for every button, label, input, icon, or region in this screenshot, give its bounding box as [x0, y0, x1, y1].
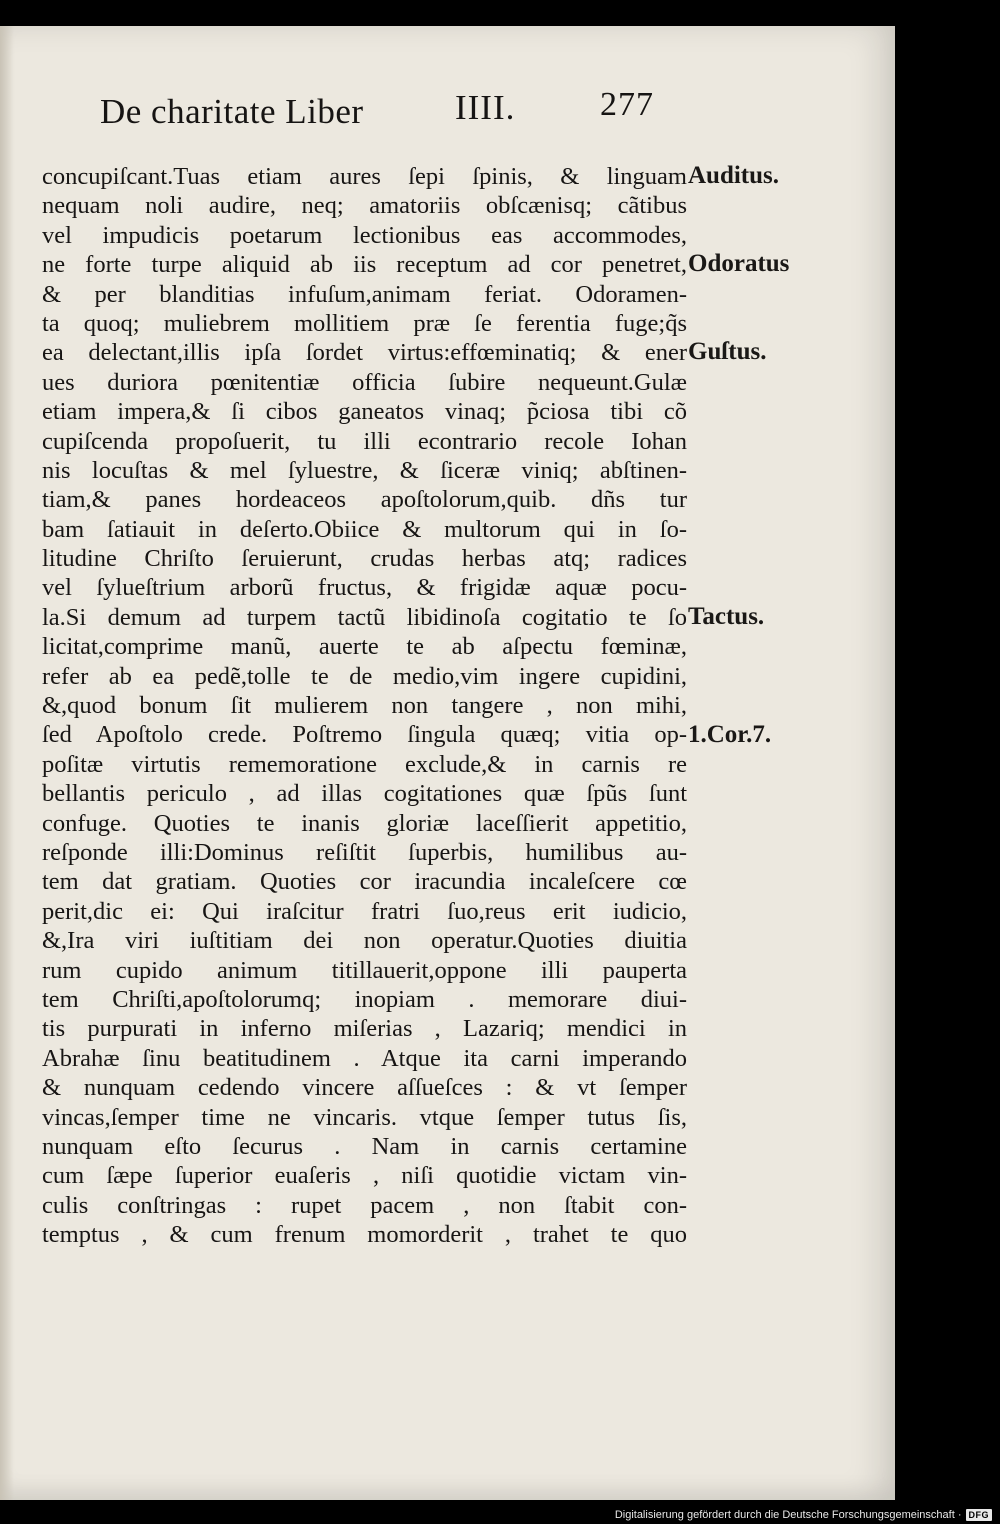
text-line: ues duriora pœnitentiæ officia ſubire nequeunt.Gulæ	[42, 368, 687, 396]
text-line: ne forte turpe aliquid ab iis receptum ad cor penetret,	[42, 251, 687, 279]
text-line: cum ſæpe ſuperior euaſeris , niſi quotidie victam vin-	[42, 1162, 687, 1190]
digitization-footer	[615, 1507, 992, 1523]
margin-note: 1.Cor.7.	[688, 720, 772, 748]
text-line: & per blanditias infuſum,animam feriat. Odoramen-	[42, 280, 687, 308]
text-line: nequam noli audire, neq; amatoriis obſcænisq; cãtibus	[42, 192, 687, 220]
text-line: bellantis periculo , ad illas cogitationes quæ ſpũs ſunt	[42, 780, 687, 808]
text-line: vincas,ſemper time ne vincaris. vtque ſemper tutus ſis,	[42, 1103, 687, 1131]
text-line: tem dat gratiam. Quoties cor iracundia incaleſcere cœ	[42, 868, 687, 896]
footer-credit-text: Digitalisierung gefördert durch die Deutsche Forschungsgemeinschaft ·	[614, 1509, 962, 1521]
running-head	[100, 88, 680, 148]
text-line: etiam impera,& ſi cibos ganeatos vinaq; p̃ciosa tibi cõ	[42, 398, 687, 426]
margin-note: Tactus.	[688, 603, 765, 630]
text-line: nis locuſtas & mel ſyluestre, & ſiceræ viniq; abſtinen-	[42, 456, 687, 484]
margin-note: Odoratus	[688, 250, 790, 278]
running-head-book-number: IIII.	[455, 88, 516, 127]
text-line: tis purpurati in inferno miſerias , Lazariq; mendici in	[42, 1015, 687, 1043]
running-head-title: De charitate Liber	[100, 92, 364, 131]
text-line: vel ſylueſtrium arborũ fructus, & frigidæ aquæ pocu-	[42, 574, 687, 602]
text-line: vel impudicis poetarum lectionibus eas accommodes,	[42, 221, 687, 249]
dfg-logo: DFG	[966, 1509, 993, 1521]
text-line: tem Chriſti,apoſtolorumq; inopiam . memorare diui-	[42, 985, 687, 1013]
text-line: &,Ira viri iuſtitiam dei non operatur.Quoties diuitia	[42, 927, 687, 955]
text-line: poſitæ virtutis rememoratione exclude,& in carnis re	[42, 750, 687, 778]
margin-note: Guſtus.	[688, 338, 767, 366]
book-page	[0, 26, 895, 1500]
text-line: licitat,comprime manũ, auerte te ab aſpectu fœminæ,	[42, 633, 687, 661]
text-line: confuge. Quoties te inanis gloriæ laceſſierit appetitio,	[42, 809, 687, 837]
margin-note: Auditus.	[688, 162, 780, 189]
text-line: reſponde illi:Dominus reſiſtit ſuperbis, humilibus au-	[42, 838, 687, 866]
text-line: la.Si demum ad turpem tactũ libidinoſa cogitatio te ſo	[42, 603, 687, 631]
text-line: concupiſcant.Tuas etiam aures ſepi ſpinis, & linguam	[42, 163, 687, 190]
text-line: Abrahæ ſinu beatitudinem . Atque ita carni imperando	[42, 1044, 687, 1072]
text-line: nunquam eſto ſecurus . Nam in carnis certamine	[42, 1132, 687, 1160]
text-line: culis conſtringas : rupet pacem , non ſtabit con-	[42, 1191, 687, 1219]
text-line: &,quod bonum ſit mulierem non tangere , non mihi,	[42, 692, 687, 720]
text-line: cupiſcenda propoſuerit, tu illi econtrario recole Iohan	[42, 427, 687, 455]
text-line: refer ab ea pedẽ,tolle te de medio,vim ingere cupidini,	[42, 662, 687, 690]
body-text	[42, 162, 687, 1249]
text-line: ea delectant,illis ipſa ſordet virtus:effœminatiq; & ener	[42, 339, 687, 367]
text-line: temptus , & cum frenum momorderit , trahet te quo	[42, 1221, 687, 1249]
text-line: bam ſatiauit in deſerto.Obiice & multorum qui in ſo-	[42, 515, 687, 543]
page-number: 277	[600, 86, 654, 123]
text-line: rum cupido animum titillauerit,oppone illi pauperta	[42, 956, 687, 984]
text-line: ta quoq; muliebrem mollitiem præ ſe ferentia fuge;q̃s	[42, 309, 687, 337]
text-line: ſed Apoſtolo crede. Poſtremo ſingula quæq; vitia op-	[42, 721, 687, 749]
text-line: tiam,& panes hordeaceos apoſtolorum,quib. dñs tur	[42, 486, 687, 514]
text-line: litudine Chriſto ſeruierunt, crudas herbas atq; radices	[42, 545, 687, 573]
text-line: & nunquam cedendo vincere aſſueſces : & vt ſemper	[42, 1074, 687, 1102]
text-line: perit,dic ei: Qui iraſcitur fratri ſuo,reus erit iudicio,	[42, 897, 687, 925]
